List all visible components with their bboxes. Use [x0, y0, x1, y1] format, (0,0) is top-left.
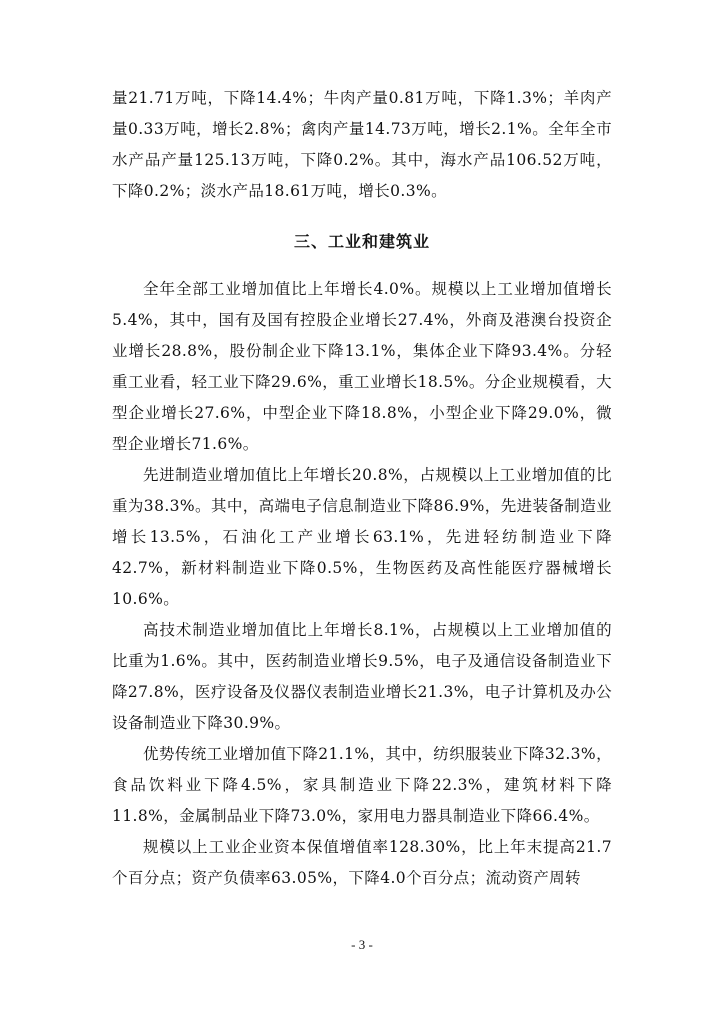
- paragraph-enterprise-finance: 规模以上工业企业资本保值增值率128.30%，比上年末提高21.7个百分点；资产负债率63.05%，下降4.0个百分点；流动资产周转: [112, 838, 612, 887]
- document-body: [112, 83, 612, 894]
- paragraph-advanced-manufacturing: 先进制造业增加值比上年增长20.8%，占规模以上工业增加值的比重为38.3%。其中，高端电子信息制造业下降86.9%，先进装备制造业增长13.5%，石油化工产业增长63.1%，先进轻纺制造业下降42.7%，新材料制造业下降0.5%，生物医药及高性能医疗器械增长10.6%。: [112, 466, 612, 608]
- paragraph-high-tech-manufacturing: 高技术制造业增加值比上年增长8.1%，占规模以上工业增加值的比重为1.6%。其中，医药制造业增长9.5%，电子及通信设备制造业下降27.8%，医疗设备及仪器仪表制造业增长21.3%，电子计算机及办公设备制造业下降30.9%。: [112, 621, 612, 732]
- page-number: - 3 -: [351, 937, 373, 952]
- intro-paragraph: 量21.71万吨，下降14.4%；牛肉产量0.81万吨，下降1.3%；羊肉产量0.33万吨，增长2.8%；禽肉产量14.73万吨，增长2.1%。全年全市水产品产量125.13万吨，下降0.2%。其中，海水产品106.52万吨，下降0.2%；淡水产品18.61万吨，增长0.3%。: [112, 89, 612, 200]
- paragraph-industry-growth: 全年全部工业增加值比上年增长4.0%。规模以上工业增加值增长5.4%，其中，国有及国有控股企业增长27.4%，外商及港澳台投资企业增长28.8%，股份制企业下降13.1%，集体企业下降93.4%。分轻重工业看，轻工业下降29.6%，重工业增长18.5%。分企业规模看，大型企业增长27.6%，中型企业下降18.8%，小型企业下降29.0%，微型企业增长71.6%。: [112, 280, 612, 453]
- paragraph-traditional-industry: 优势传统工业增加值下降21.1%，其中，纺织服装业下降32.3%，食品饮料业下降4.5%，家具制造业下降22.3%，建筑材料下降11.8%，金属制品业下降73.0%，家用电力器具制造业下降66.4%。: [112, 745, 612, 825]
- section-heading: 三、工业和建筑业: [293, 232, 430, 251]
